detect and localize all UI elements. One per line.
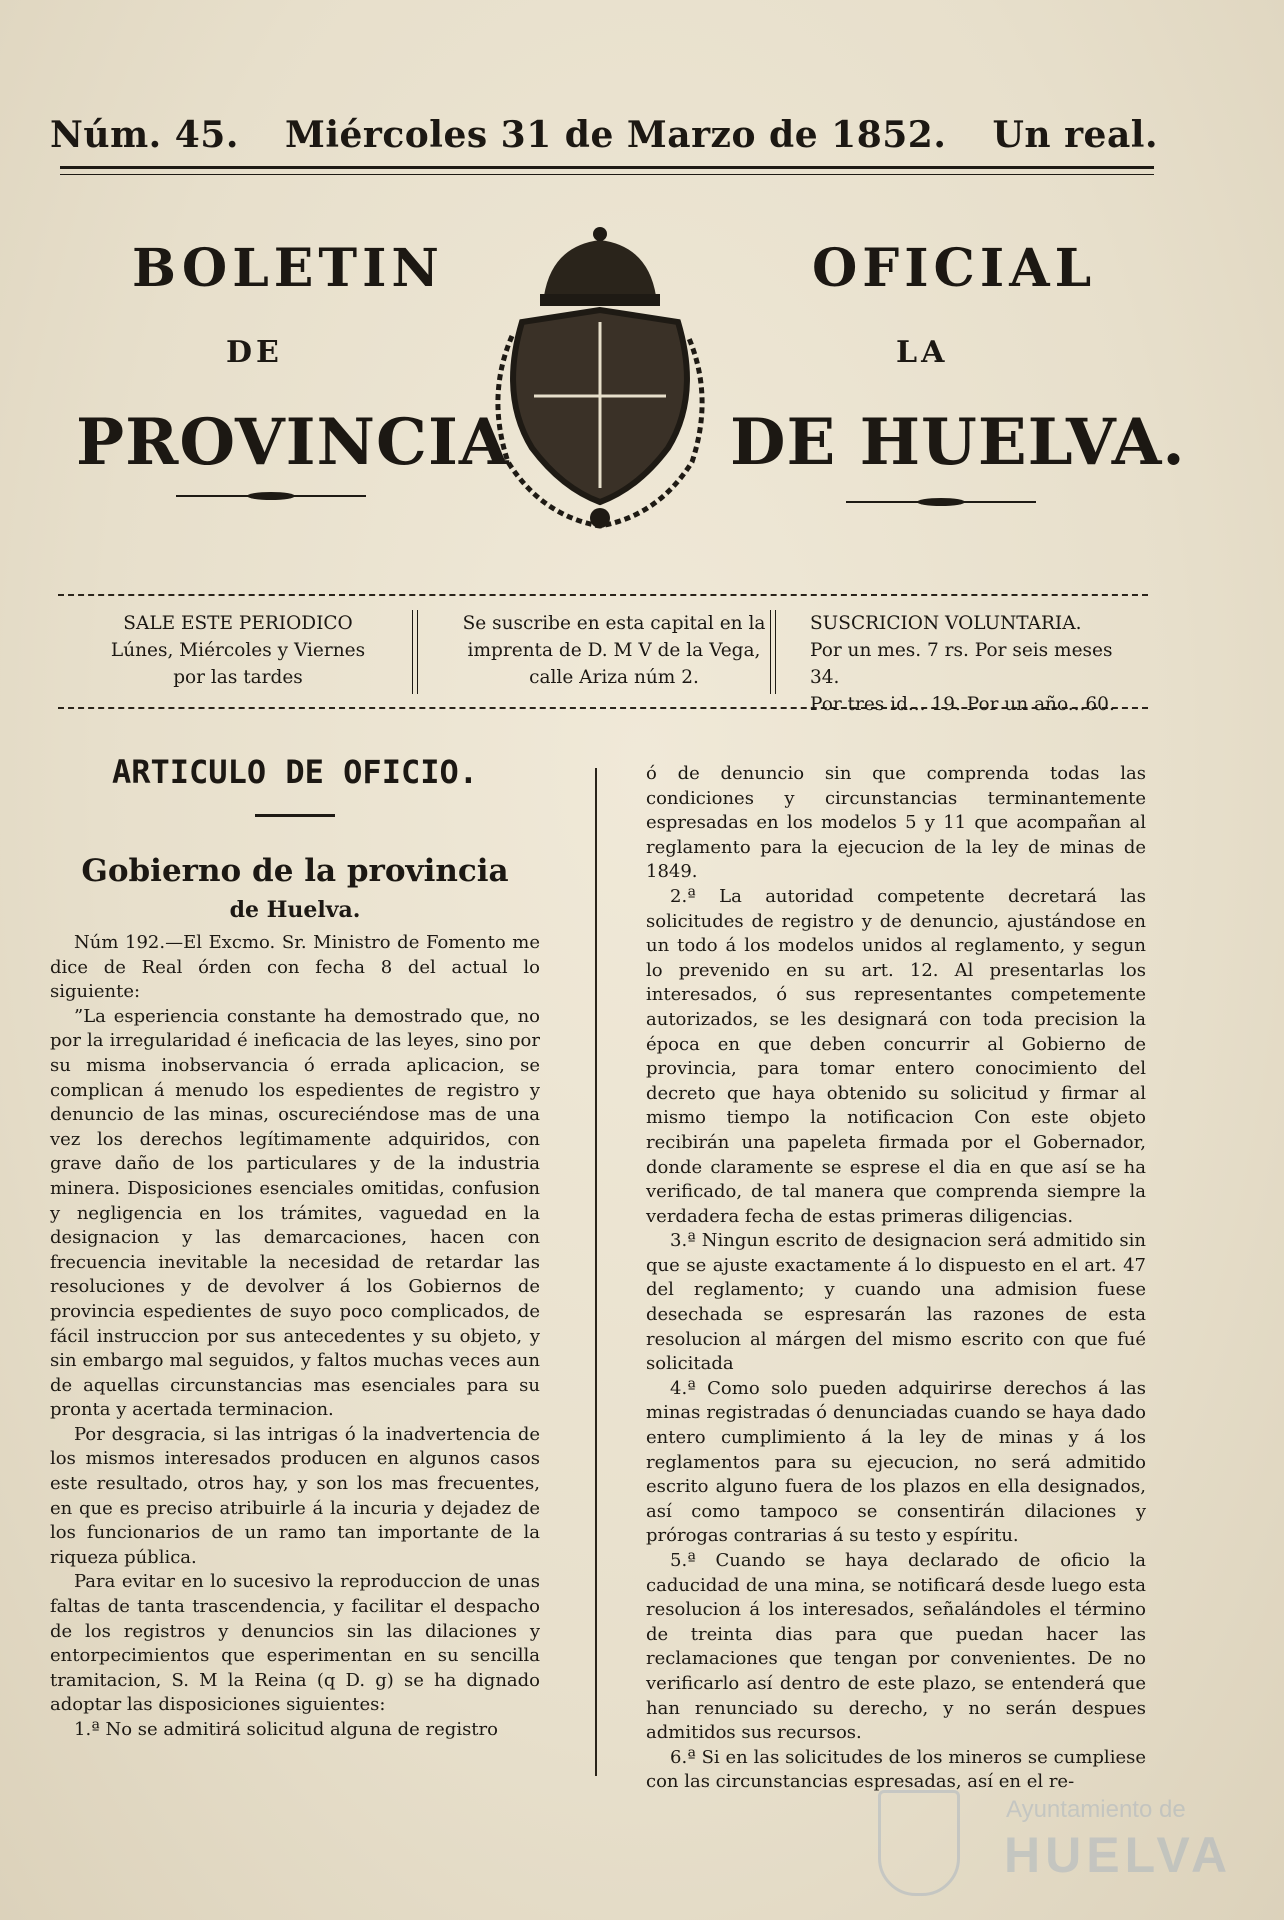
flourish-left-icon [176, 492, 366, 500]
issue-date: Miércoles 31 de Marzo de 1852. [284, 114, 947, 156]
location-line: imprenta de D. M V de la Vega, [467, 640, 761, 661]
paragraph: 4.ª Como solo pueden adquirirse derechos á las minas registradas ó denunciadas cuando se haya dado entero cumplimiento á la ley de minas y á los reglamentos para su ejecucion, no será admitido escrito alguno fuera de los plazos en ella designados, así como tampoco se consentirán dilaciones y prórogas contrarias á su testo y espíritu. [646, 1377, 1146, 1547]
price-line: Por un mes. 7 rs. Por seis meses 34. [810, 640, 1113, 688]
issue-header [50, 100, 1158, 156]
paragraph: Por desgracia, si las intrigas ó la inadvertencia de los mismos interesados producen en algunos casos este resultado, otros hay, y son los mas frecuentes, en que es preciso atribuirle á la incuria y dejadez de los funcionarios de un ramo tan importante de la riqueza pública. [50, 1423, 540, 1568]
schedule-line: Lúnes, Miércoles y Viernes [110, 640, 366, 661]
paragraph: ó de denuncio sin que comprenda todas las condiciones y circunstancias terminantemente espresadas en los modelos 5 y 11 que acompañan al reglamento para la ejecucion de la ley de minas de 1849. [646, 763, 1146, 883]
subscription-info-box [48, 582, 1148, 717]
masthead-oficial: OFICIAL [812, 238, 1097, 299]
section-heading: ARTICULO DE OFICIO. [111, 753, 479, 791]
paragraph: Para evitar en lo sucesivo la reproduccion de unas faltas de tanta trascendencia, y facilitar el despacho de los registros y denuncios sin las dilaciones y entorpecimientos que esperimentan en su sencilla tramitacion, S. M la Reina (q D. g) se ha dignado adoptar las disposiciones siguientes: [50, 1571, 540, 1716]
royal-coat-of-arms-icon [482, 226, 718, 536]
section-rule [255, 814, 335, 817]
masthead-provincia: PROVINCIA [76, 405, 510, 480]
price-line: Por tres id... 19. Por un año...60. [810, 694, 1115, 715]
watermark-line-1: Ayuntamiento de [1006, 1796, 1186, 1823]
paragraph: 5.ª Cuando se haya declarado de oficio la caducidad de una mina, se notificará desde luego esta resolucion á los interesados, señalándoles el término de treinta dias para que puedan hacer las reclamaciones que tengan por convenientes. De no verificarlo así dentro de este plazo, se entenderá que han renunciado su derecho, y no serán despues admitidos sus recursos. [646, 1550, 1146, 1744]
watermark-line-2: HUELVA [1004, 1827, 1233, 1883]
publication-schedule [68, 610, 408, 691]
paragraph: 1.ª No se admitirá solicitud alguna de registro [74, 1719, 498, 1740]
info-divider [412, 610, 418, 694]
article-title: Gobierno de la provincia [81, 853, 509, 889]
price-line: SUSCRICION VOLUNTARIA. [810, 613, 1082, 634]
schedule-line: SALE ESTE PERIODICO [123, 613, 353, 634]
info-box-top-border [58, 594, 1148, 606]
masthead-la: LA [896, 335, 949, 370]
article-right-column [646, 762, 1146, 1795]
paragraph: 3.ª Ningun escrito de designacion será admitido sin que se ajuste exactamente á lo dispuesto en el art. 47 del reglamento; y cuando una admision fuese desechada se espresarán las razones de esta resolucion al márgen del mismo escrito con que fué solicitada [646, 1230, 1146, 1375]
masthead-de: DE [226, 335, 283, 370]
column-divider [595, 768, 597, 1776]
info-divider [770, 610, 776, 694]
article-left-column [50, 753, 540, 1743]
subscription-location [428, 610, 800, 691]
article-subtitle: de Huelva. [229, 897, 361, 923]
issue-price: Un real. [992, 114, 1158, 156]
masthead-de-huelva: DE HUELVA. [730, 405, 1186, 480]
header-rule [60, 166, 1154, 169]
archive-watermark [878, 1790, 1233, 1902]
header-rule-thin [60, 174, 1154, 175]
flourish-right-icon [846, 498, 1036, 506]
subscription-prices [810, 610, 1140, 718]
paragraph: 6.ª Si en las solicitudes de los mineros se cumpliese con las circunstancias espresadas, así en el re- [646, 1746, 1146, 1793]
city-shield-icon [878, 1790, 960, 1896]
masthead-boletin: BOLETIN [132, 238, 444, 299]
schedule-line: por las tardes [173, 667, 303, 688]
location-line: calle Ariza núm 2. [529, 667, 699, 688]
paragraph: ”La esperiencia constante ha demostrado que, no por la irregularidad é ineficacia de las leyes, sino por su misma inobservancia ó errada aplicacion, se complican á menudo los espedientes de registro y denuncio de las minas, oscureciéndose mas de una vez los derechos legítimamente adquiridos, con grave daño de los particulares y de la industria minera. Disposiciones esenciales omitidas, confusion y negligencia en los trámites, vaguedad en la designacion y las demarcaciones, hacen con frecuencia inevitable la necesidad de retardar las resoluciones y de devolver á los Gobiernos de provincia espedientes de suyo poco complicados, de fácil instruccion por sus antecedentes y su objeto, y sin embargo mal seguidos, y faltos muchas veces aun de aquellas circunstancias mas esenciales para su pronta y acertada terminacion. [50, 1005, 540, 1421]
location-line: Se suscribe en esta capital en la [462, 613, 766, 634]
paragraph: Núm 192.—El Excmo. Sr. Ministro de Fomento me dice de Real órden con fecha 8 del actual lo siguiente: [50, 932, 540, 1003]
issue-number: Núm. 45. [50, 114, 239, 156]
paragraph: 2.ª La autoridad competente decretará las solicitudes de registro y de denuncio, ajustándose en un todo á los modelos unidos al reglamento, y segun lo prevenido en su art. 12. Al presentarlas los interesados, ó sus representantes competemente autorizados, se les designará con toda precision la época en que deben concurrir al Gobierno de provincia, para tomar entero conocimiento del decreto que haya obtenido su solicitud y firmar al mismo tiempo la notificacion Con este objeto recibirán una papeleta firmada por el Gobernador, donde claramente se esprese el dia en que así se ha verificado, de tal manera que comprenda siempre la verdadera fecha de estas primeras diligencias. [646, 885, 1146, 1227]
